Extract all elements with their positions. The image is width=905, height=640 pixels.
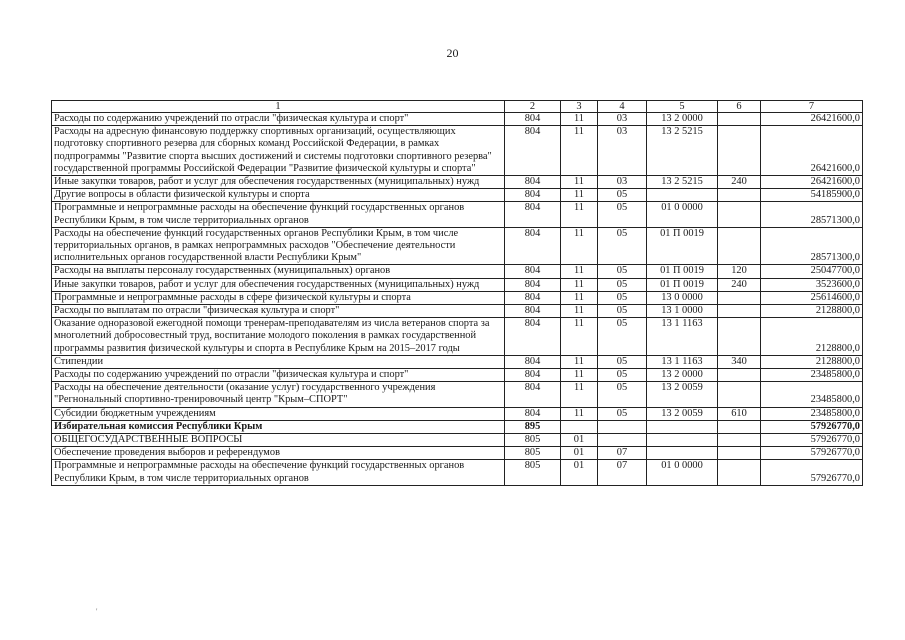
row-amount: 25614600,0 [761,291,863,304]
page-number: 20 [446,46,459,60]
table-row [52,434,863,447]
table-row [52,291,863,304]
table-row [52,420,863,433]
row-name: Программные и непрограммные расходы на обеспечение функций государственных органов Республики Крым, в том числе территориальных органов [52,460,505,485]
code-expense-type [718,202,761,227]
table-row [52,189,863,202]
code-expense-type [718,318,761,356]
row-name: Субсидии бюджетным учреждениям [52,407,505,420]
row-amount: 26421600,0 [761,113,863,126]
table-row [52,369,863,382]
row-name: Оказание одноразовой ежегодной помощи тренерам-преподавателям из числа ветеранов спорта за многолетний добросовестный труд, воспитание молодого поколения в рамках государственной программы развития физической культуры и спорта в Республике Крым на 2015–2017 годы [52,318,505,356]
row-name: Обеспечение проведения выборов и референдумов [52,447,505,460]
row-amount: 2128800,0 [761,305,863,318]
code-expense-type [718,291,761,304]
row-amount: 28571300,0 [761,202,863,227]
code-subsection: 05 [598,318,647,356]
scan-mark: ' [96,607,98,616]
code-expense-type [718,382,761,407]
table-row [52,278,863,291]
table-row [52,355,863,368]
code-ministry: 804 [505,318,561,356]
row-amount: 57926770,0 [761,447,863,460]
table-row [52,126,863,176]
code-expense-type: 240 [718,176,761,189]
code-section: 11 [561,265,598,278]
row-amount: 2128800,0 [761,355,863,368]
code-ministry: 804 [505,369,561,382]
code-section: 11 [561,305,598,318]
row-amount: 26421600,0 [761,126,863,176]
code-subsection: 05 [598,278,647,291]
code-subsection: 05 [598,305,647,318]
code-section: 11 [561,355,598,368]
code-section: 11 [561,369,598,382]
table-row [52,305,863,318]
code-ministry: 804 [505,202,561,227]
code-expense-type: 120 [718,265,761,278]
row-name: Расходы на выплаты персоналу государственных (муниципальных) органов [52,265,505,278]
code-subsection: 05 [598,265,647,278]
table-row [52,460,863,485]
code-expense-type [718,460,761,485]
code-ministry: 804 [505,189,561,202]
code-target: 01 0 0000 [647,460,718,485]
code-target [647,189,718,202]
code-target: 13 2 0059 [647,382,718,407]
column-header: 6 [718,101,761,113]
code-subsection: 05 [598,355,647,368]
table-row [52,382,863,407]
code-ministry: 804 [505,291,561,304]
code-subsection: 07 [598,460,647,485]
code-expense-type [718,434,761,447]
column-header: 3 [561,101,598,113]
code-target [647,447,718,460]
code-subsection: 05 [598,202,647,227]
row-name: Иные закупки товаров, работ и услуг для обеспечения государственных (муниципальных) нужд [52,278,505,291]
code-expense-type: 340 [718,355,761,368]
code-ministry: 804 [505,278,561,291]
column-header: 7 [761,101,863,113]
code-target: 13 2 0000 [647,369,718,382]
row-amount: 25047700,0 [761,265,863,278]
code-section: 11 [561,291,598,304]
code-target: 13 2 0000 [647,113,718,126]
column-header: 4 [598,101,647,113]
row-amount: 23485800,0 [761,369,863,382]
code-ministry: 895 [505,420,561,433]
table-row [52,202,863,227]
code-subsection: 05 [598,407,647,420]
row-amount: 3523600,0 [761,278,863,291]
code-expense-type: 610 [718,407,761,420]
table-row [52,318,863,356]
table-row [52,227,863,265]
code-ministry: 804 [505,113,561,126]
code-expense-type [718,369,761,382]
row-amount: 26421600,0 [761,176,863,189]
code-section: 01 [561,460,598,485]
row-amount: 57926770,0 [761,434,863,447]
table-row [52,447,863,460]
code-subsection: 03 [598,113,647,126]
code-ministry: 805 [505,447,561,460]
code-target: 13 2 0059 [647,407,718,420]
table-header-row [52,101,863,113]
code-target: 01 0 0000 [647,202,718,227]
code-section: 11 [561,318,598,356]
row-amount: 2128800,0 [761,318,863,356]
code-ministry: 804 [505,176,561,189]
code-subsection: 03 [598,126,647,176]
code-expense-type: 240 [718,278,761,291]
code-subsection: 05 [598,369,647,382]
row-amount: 23485800,0 [761,407,863,420]
code-ministry: 805 [505,434,561,447]
row-name: Стипендии [52,355,505,368]
code-section: 11 [561,382,598,407]
code-target: 13 2 5215 [647,126,718,176]
row-name: Программные и непрограммные расходы в сфере физической культуры и спорта [52,291,505,304]
code-ministry: 804 [505,382,561,407]
code-ministry: 804 [505,305,561,318]
budget-table [51,100,863,486]
code-expense-type [718,227,761,265]
code-section: 11 [561,113,598,126]
code-target: 01 П 0019 [647,227,718,265]
row-name: Расходы на обеспечение деятельности (оказание услуг) государственного учреждения "Регнональный спортивно-тренировочный центр "Крым–СПОРТ" [52,382,505,407]
row-name: Расходы по содержанию учреждений по отрасли "физическая культура и спорт" [52,113,505,126]
code-section: 11 [561,407,598,420]
code-section: 11 [561,176,598,189]
row-amount: 57926770,0 [761,460,863,485]
code-target: 01 П 0019 [647,265,718,278]
code-section: 11 [561,278,598,291]
row-name: Расходы по содержанию учреждений по отрасли "физическая культура и спорт" [52,369,505,382]
code-ministry: 804 [505,407,561,420]
code-subsection: 07 [598,447,647,460]
row-name: Избирательная комиссия Республики Крым [52,420,505,433]
row-name: Расходы на адресную финансовую поддержку спортивных организаций, осуществляющих подготовку спортивного резерва для сборных команд Российской Федерации, в рамках подпрограммы "Развитие спорта высших достижений и системы подготовки спортивного резерва" государственной программы Российской Федерации "Развитие физической культуры и спорта" [52,126,505,176]
code-target: 13 1 1163 [647,318,718,356]
code-section: 11 [561,126,598,176]
code-subsection: 05 [598,189,647,202]
code-expense-type [718,447,761,460]
code-expense-type [718,420,761,433]
code-target: 13 0 0000 [647,291,718,304]
row-amount: 57926770,0 [761,420,863,433]
code-subsection: 05 [598,382,647,407]
column-header: 5 [647,101,718,113]
row-amount: 54185900,0 [761,189,863,202]
table-row [52,407,863,420]
code-ministry: 804 [505,227,561,265]
table-row [52,176,863,189]
column-header: 1 [52,101,505,113]
code-expense-type [718,305,761,318]
code-subsection [598,434,647,447]
row-name: Другие вопросы в области физической культуры и спорта [52,189,505,202]
code-expense-type [718,126,761,176]
code-subsection: 05 [598,227,647,265]
row-amount: 28571300,0 [761,227,863,265]
row-amount: 23485800,0 [761,382,863,407]
column-header: 2 [505,101,561,113]
code-section [561,420,598,433]
table-row [52,113,863,126]
code-target: 01 П 0019 [647,278,718,291]
code-section: 11 [561,189,598,202]
code-subsection: 05 [598,291,647,304]
row-name: Программные и непрограммные расходы на обеспечение функций государственных органов Республики Крым, в том числе территориальных органов [52,202,505,227]
table-row [52,265,863,278]
code-target: 13 1 1163 [647,355,718,368]
code-target [647,420,718,433]
row-name: Расходы по выплатам по отрасли "физическая культура и спорт" [52,305,505,318]
code-subsection: 03 [598,176,647,189]
code-target: 13 2 5215 [647,176,718,189]
row-name: Расходы на обеспечение функций государственных органов Республики Крым, в том числе территориальных органов, в рамках непрограммных расходов "Обеспечение деятельности исполнительных органов государственной власти Республики Крым" [52,227,505,265]
code-section: 11 [561,202,598,227]
code-subsection [598,420,647,433]
code-target: 13 1 0000 [647,305,718,318]
code-expense-type [718,189,761,202]
row-name: Иные закупки товаров, работ и услуг для обеспечения государственных (муниципальных) нужд [52,176,505,189]
code-section: 01 [561,447,598,460]
code-ministry: 804 [505,265,561,278]
code-section: 01 [561,434,598,447]
code-target [647,434,718,447]
code-section: 11 [561,227,598,265]
code-ministry: 804 [505,126,561,176]
row-name: ОБЩЕГОСУДАРСТВЕННЫЕ ВОПРОСЫ [52,434,505,447]
code-ministry: 805 [505,460,561,485]
code-expense-type [718,113,761,126]
code-ministry: 804 [505,355,561,368]
